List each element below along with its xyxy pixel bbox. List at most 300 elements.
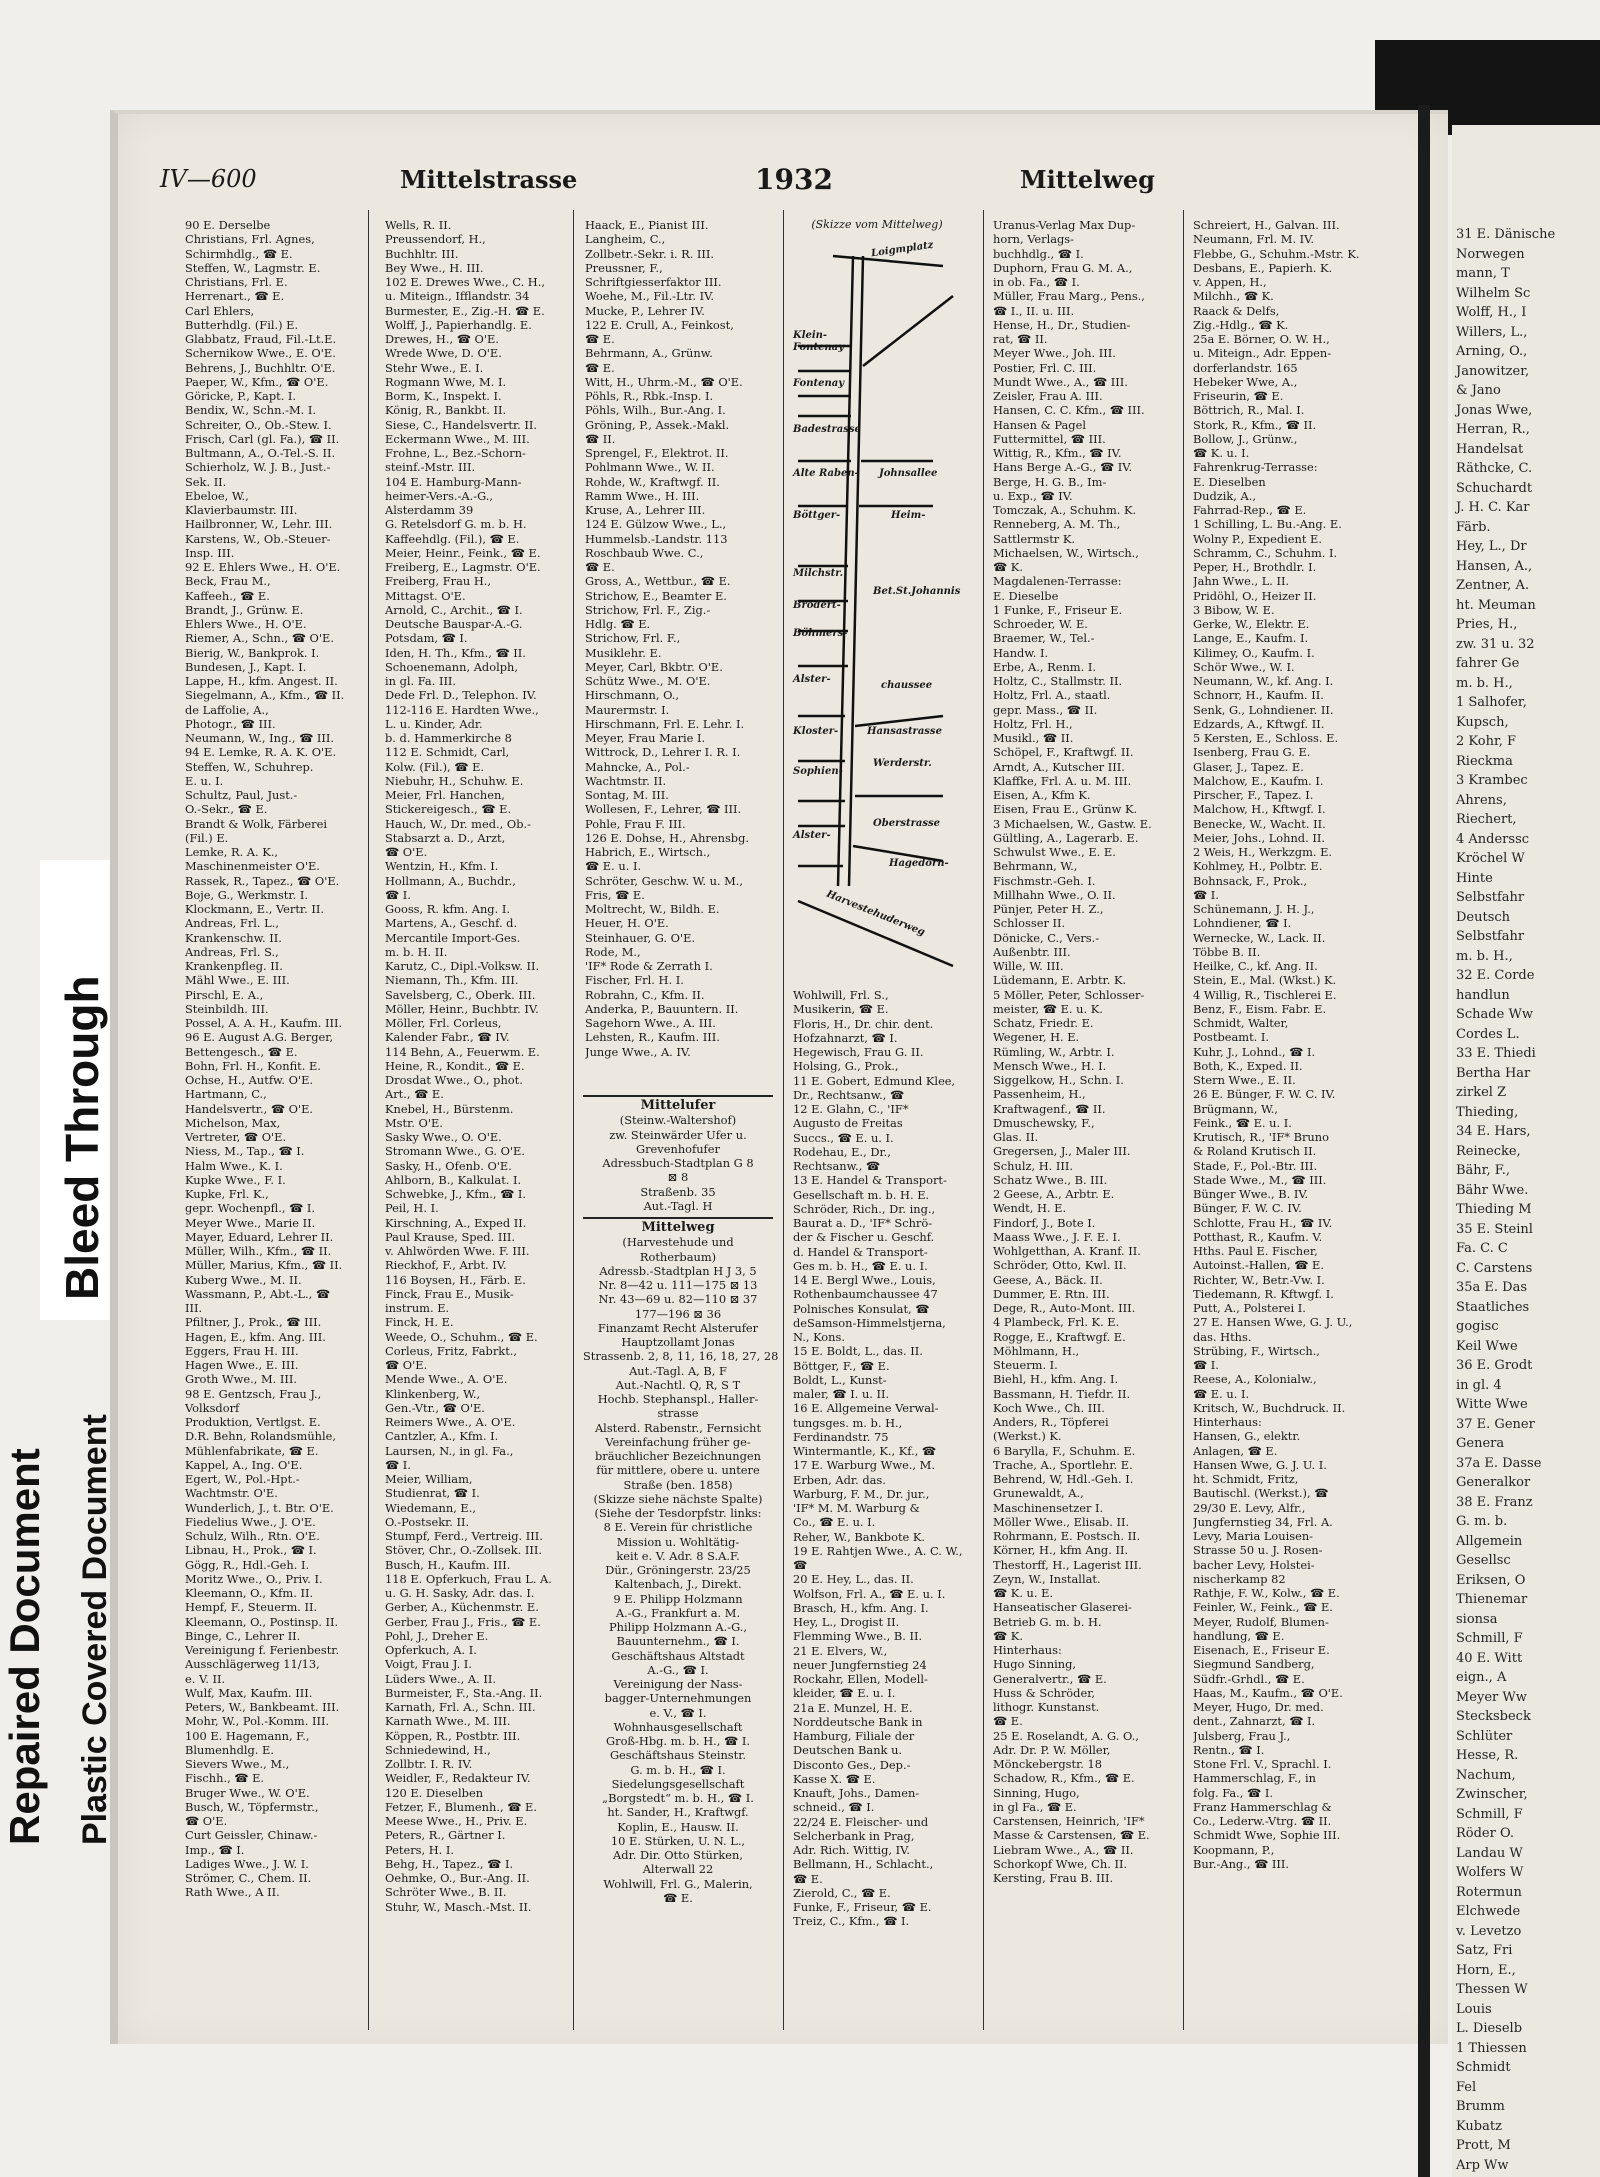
directory-entry-line: Schöpel, F., Kraftwgf. II. — [993, 745, 1134, 760]
adjacent-page-line: eign., A — [1456, 1670, 1507, 1685]
directory-entry-line: ht. Sander, H., Kraftwgf. — [607, 1805, 749, 1820]
directory-entry-line: Körner, H., kfm Ang. II. — [993, 1543, 1129, 1558]
directory-entry-line: Findorf, J., Bote I. — [993, 1215, 1096, 1230]
directory-entry-line: Cantzler, A., Kfm. I. — [385, 1429, 499, 1444]
adjacent-page-line: Jonas Wwe, — [1456, 402, 1533, 418]
directory-entry-line: Meier, Heinr., Feink., ☎ E. — [385, 545, 541, 560]
directory-entry-line: Kuhr, J., Lohnd., ☎ I. — [1193, 1044, 1316, 1059]
directory-entry-line: strasse — [657, 1406, 699, 1421]
directory-entry-line: Flemming Wwe., B. II. — [793, 1629, 923, 1644]
directory-entry-line: Meier, Johs., Lohnd. II. — [1193, 830, 1325, 845]
directory-entry-line: d. Handel & Transport- — [793, 1244, 928, 1259]
adjacent-page-line: Nachum, — [1456, 1767, 1516, 1783]
directory-entry-line: Vereinfachung früher ge- — [605, 1434, 751, 1449]
directory-entry-line: Kaffeehdlg. (Fil.), ☎ E. — [385, 531, 520, 546]
directory-entry-line: Erbe, A., Renm. I. — [993, 659, 1096, 674]
map-label: Fontenay — [793, 378, 845, 389]
directory-entry-line: Niebuhr, H., Schuhw. E. — [385, 773, 524, 788]
adjacent-page-line: Rieckma — [1456, 753, 1513, 769]
directory-entry-line: Zig.-Hdlg., ☎ K. — [1193, 317, 1289, 332]
adjacent-page-line: Kubatz — [1456, 2118, 1502, 2134]
directory-entry-line: v. Ahlwörden Wwe. F. III. — [385, 1244, 530, 1258]
directory-entry-line: Hollmann, A., Buchdr., — [385, 873, 516, 888]
directory-entry-line: Wolny P., Expedient E. — [1193, 531, 1322, 546]
directory-entry-line: m. b. H. II. — [385, 944, 448, 959]
map-label: Hansastrasse — [867, 726, 942, 737]
directory-entry-line: Krankenschw. II. — [185, 930, 282, 945]
directory-entry-line: Sinning, Hugo, — [993, 1785, 1080, 1800]
directory-entry-line: Hartmann, C., — [185, 1087, 267, 1102]
directory-entry-line: Wunderlich, J., t. Btr. O'E. — [185, 1500, 334, 1515]
directory-entry-line: Andreas, Frl. S., — [185, 944, 279, 959]
directory-entry-line: horn, Verlags- — [993, 232, 1075, 247]
directory-entry-line: Adr. Dir. Otto Stürken, — [613, 1848, 743, 1862]
directory-entry-line: Eggers, Frau H. III. — [185, 1343, 299, 1358]
directory-entry-line: Adressbuch-Stadtplan G 8 — [602, 1156, 754, 1170]
directory-entry-line: Hugo Sinning, — [993, 1657, 1077, 1672]
directory-entry-line: Siese, C., Handelsvertr. II. — [385, 417, 538, 432]
directory-entry-line: Strömer, C., Chem. II. — [185, 1871, 312, 1885]
directory-entry-line: Wintermantle, K., Kf., ☎ — [793, 1444, 937, 1458]
directory-entry-line: Zollbtr. I. R. IV. — [385, 1757, 473, 1771]
map-label: Alte Raben- — [793, 468, 859, 479]
directory-entry-line: ☎ E. — [585, 560, 615, 574]
directory-entry-line: Schreiter, O., Ob.-Stew. I. — [185, 417, 332, 432]
adjacent-page-line: Färb. — [1456, 519, 1491, 535]
directory-entry-line: Hansen Wwe, G. J. U. I. — [1193, 1457, 1327, 1472]
directory-entry-line: Bollow, J., Grünw., — [1193, 431, 1298, 446]
directory-entry-line: Schmidt Wwe, Sophie III. — [1193, 1828, 1341, 1843]
directory-entry-line: Eckermann Wwe., M. III. — [385, 431, 530, 446]
directory-entry-line: Behrens, J., Buchhltr. O'E. — [185, 360, 336, 375]
directory-entry-line: Bierig, W., Bankprok. I. — [185, 645, 320, 660]
directory-entry-line: Müller, Frau Marg., Pens., — [993, 289, 1145, 304]
directory-entry-line: Müller, Wilh., Kfm., ☎ II. — [185, 1244, 332, 1258]
directory-entry-line: gepr. Mass., ☎ II. — [993, 702, 1098, 717]
directory-entry-line: Butterhdlg. (Fil.) E. — [185, 317, 299, 332]
directory-entry-line: 1 Funke, F., Friseur E. — [993, 602, 1123, 617]
directory-entry-line: Koopmann, P., — [1193, 1842, 1275, 1857]
adjacent-page-line: 34 E. Hars, — [1456, 1124, 1531, 1139]
directory-entry-line: Aut.-Nachtl. Q, R, S T — [615, 1377, 741, 1392]
adjacent-page-line: m. b. H., — [1456, 948, 1513, 964]
adjacent-page-line: & Jano — [1456, 383, 1501, 398]
adjacent-page-line: 33 E. Thiedi — [1456, 1046, 1536, 1061]
directory-entry-line: Lange, E., Kaufm. I. — [1193, 631, 1309, 646]
directory-entry-line: Corleus, Fritz, Fabrkt., — [385, 1343, 518, 1358]
directory-entry-line: Böttger, F., ☎ E. — [793, 1358, 890, 1373]
directory-entry-line: Buchhltr. III. — [385, 246, 459, 261]
directory-entry-line: Volksdorf — [185, 1400, 240, 1415]
directory-entry-line: Hans Berge A.-G., ☎ IV. — [993, 460, 1133, 475]
directory-entry-line: Robrahn, C., Kfm. II. — [585, 987, 705, 1002]
directory-entry-line: Hegewisch, Frau G. II. — [793, 1045, 924, 1059]
directory-entry-line: Preussner, F., — [585, 260, 663, 275]
adjacent-page-line: 1 Salhofer, — [1456, 695, 1527, 710]
directory-entry-line: Steinhauer, G. O'E. — [585, 930, 696, 945]
directory-entry-line: Musikl., ☎ II. — [993, 731, 1074, 745]
directory-entry-line: Bohn, Frl. H., Konfit. E. — [185, 1058, 321, 1073]
directory-entry-line: Dür., Gröningerstr. 23/25 — [605, 1563, 751, 1577]
directory-entry-line: Fischer, Frl. H. I. — [585, 973, 684, 988]
directory-entry-line: Huss & Schröder, — [993, 1685, 1096, 1700]
directory-entry-line: instrum. E. — [385, 1301, 450, 1315]
directory-entry-line: Rentn., ☎ I. — [1193, 1742, 1265, 1757]
directory-entry-line: Wrede Wwe, D. O'E. — [385, 346, 502, 361]
directory-entry-line: 5 Möller, Peter, Schlosser- — [993, 987, 1145, 1002]
directory-entry-line: Hdlg. ☎ E. — [585, 617, 651, 631]
directory-entry-line: Peters, H. I. — [385, 1842, 455, 1857]
directory-entry-line: Michelson, Max, — [185, 1115, 281, 1130]
directory-entry-line: 9 E. Philipp Holzmann — [613, 1591, 743, 1606]
directory-entry-line: Hauch, W., Dr. med., Ob.- — [385, 816, 531, 831]
directory-entry-line: 112-116 E. Hardten Wwe., — [385, 702, 539, 717]
adjacent-page-line: Riechert, — [1456, 812, 1517, 827]
directory-entry-line: (Skizze siehe nächste Spalte) — [593, 1491, 763, 1506]
directory-entry-line: Holsing, G., Prok., — [793, 1059, 899, 1074]
directory-column-2 — [385, 218, 563, 2028]
directory-entry-line: Tomczak, A., Schuhm. K. — [993, 503, 1137, 517]
directory-entry-line: maler, ☎ I. u. II. — [793, 1387, 890, 1401]
directory-entry-line: Franz Hammerschlag & — [1193, 1799, 1332, 1814]
directory-entry-line: Siedelungsgesellschaft — [611, 1776, 745, 1791]
directory-entry-line: u. Miteign., Adr. Eppen- — [1193, 346, 1332, 361]
directory-entry-line: Masse & Carstensen, ☎ E. — [993, 1828, 1150, 1843]
directory-entry-line: Göricke, P., Kapt. I. — [185, 389, 297, 403]
directory-entry-line: Maass Wwe., J. F. E. I. — [993, 1229, 1121, 1244]
directory-entry-line: A.-G., ☎ I. — [647, 1662, 709, 1677]
directory-entry-line: Karnath, Frl. A., Schn. III. — [385, 1700, 536, 1714]
directory-entry-line: Wohlwill, Frl. S., — [793, 988, 889, 1002]
directory-entry-line: Stromann Wwe., G. O'E. — [385, 1144, 525, 1159]
directory-entry-line: Deutschen Bank u. — [793, 1743, 903, 1758]
directory-entry-line: Stern Wwe., E. II. — [1193, 1073, 1296, 1087]
directory-entry-line: Edzards, A., Kftwgf. II. — [1193, 716, 1325, 731]
directory-entry-line: Fahrenkrug-Terrasse: — [1193, 460, 1318, 475]
directory-entry-line: 177—196 ⊠ 36 — [634, 1306, 722, 1321]
directory-entry-line: Geese, A., Bäck. II. — [993, 1272, 1103, 1287]
directory-entry-line: Knebel, H., Bürstenm. — [385, 1101, 514, 1116]
directory-entry-line: Rath Wwe., A II. — [185, 1885, 280, 1900]
directory-entry-line: Boldt, L., Kunst- — [793, 1372, 887, 1387]
mittelweg-title: Mittelweg — [583, 1217, 773, 1235]
adjacent-page-line: m. b. H., — [1456, 675, 1513, 691]
directory-entry-line: Haas, M., Kaufm., ☎ O'E. — [1193, 1685, 1343, 1700]
directory-entry-line: Müller, Marius, Kfm., ☎ II. — [185, 1258, 343, 1273]
directory-entry-line: Studienrat, ☎ I. — [385, 1486, 480, 1501]
directory-entry-line: Krutisch, R., 'IF* Bruno — [1193, 1130, 1329, 1144]
directory-entry-line: Hirschmann, O., — [585, 688, 680, 703]
adjacent-page-line: Arp Ww — [1456, 2157, 1509, 2173]
directory-entry-line: Flebbe, G., Schuhm.-Mstr. K. — [1193, 246, 1360, 261]
bleed-through-label: Bleed Through — [56, 975, 108, 1300]
directory-entry-line: Behrmann, W., — [993, 859, 1078, 874]
directory-entry-line: schneid., ☎ I. — [793, 1800, 875, 1815]
directory-entry-line: Holtz, C., Stallmstr. II. — [993, 674, 1123, 688]
right-street-heading: Mittelweg — [1020, 165, 1155, 194]
directory-entry-line: Schierholz, W. J. B., Just.- — [185, 460, 331, 475]
directory-entry-line: E. Dieselben — [1193, 474, 1266, 489]
directory-entry-line: Hansen & Pagel — [993, 417, 1086, 432]
directory-entry-line: Ahlborn, B., Kalkulat. I. — [385, 1172, 522, 1187]
directory-entry-line: Boje, G., Werkmstr. I. — [185, 887, 308, 902]
repaired-document-label: Repaired Document — [1, 1448, 48, 1845]
directory-entry-line: Borm, K., Inspekt. I. — [385, 389, 502, 403]
directory-entry-line: Richter, W., Betr.-Vw. I. — [1193, 1272, 1325, 1287]
directory-entry-line: Stöver, Chr., O.-Zollsek. III. — [385, 1543, 543, 1558]
directory-entry-line: Meyer, Frau Marie I. — [585, 731, 706, 745]
directory-entry-line: Dmuschewsky, F., — [993, 1115, 1095, 1130]
directory-entry-line: Schröter, Geschw. W. u. M., — [585, 873, 744, 888]
directory-entry-line: O.-Sekr., ☎ E. — [185, 802, 268, 817]
directory-entry-line: Kirschning, A., Exped II. — [385, 1215, 527, 1230]
adjacent-page-line: 35a E. Das — [1456, 1280, 1528, 1295]
left-street-heading: Mittelstrasse — [400, 165, 578, 194]
directory-entry-line: Photogr., ☎ III. — [185, 716, 276, 731]
directory-entry-line: ☎ K. u. I. — [1193, 446, 1250, 460]
directory-entry-line: Möhlmann, H., — [993, 1343, 1080, 1358]
directory-entry-line: Mensch Wwe., H. I. — [993, 1058, 1107, 1073]
directory-entry-line: Schünemann, J. H. J., — [1193, 902, 1315, 916]
directory-entry-line: Bettengesch., ☎ E. — [185, 1044, 298, 1059]
directory-entry-line: Wiedemann, E., — [385, 1500, 476, 1515]
directory-entry-line: Mähl Wwe., E. III. — [185, 973, 290, 988]
directory-entry-line: (Werkst.) K. — [993, 1429, 1062, 1444]
directory-entry-line: Mönckebergstr. 18 — [993, 1757, 1102, 1771]
directory-entry-line: Pirscher, F., Tapez. I. — [1193, 788, 1314, 802]
adjacent-page-line: gogisc — [1456, 1319, 1499, 1334]
directory-entry-line: 12 E. Glahn, C., 'IF* — [793, 1102, 909, 1116]
directory-entry-line: ☎ E. — [663, 1890, 693, 1905]
directory-entry-line: Gerber, A., Küchenmstr. E. — [385, 1600, 539, 1615]
directory-entry-line: Eisen, A., Kfm K. — [993, 788, 1091, 802]
directory-entry-line: Kritsch, W., Buchdruck. II. — [1193, 1400, 1346, 1415]
directory-entry-line: Außenbtr. III. — [993, 944, 1071, 959]
directory-entry-line: Benecke, W., Wacht. II. — [1193, 816, 1326, 831]
directory-entry-line: Alsterdamm 39 — [385, 503, 474, 517]
directory-entry-line: Glaser, J., Tapez. E. — [1193, 759, 1304, 774]
directory-entry-line: Malchow, E., Kaufm. I. — [1193, 773, 1324, 788]
adjacent-page-line: Thienemar — [1456, 1592, 1528, 1607]
directory-entry-line: Drewes, H., ☎ O'E. — [385, 332, 499, 346]
directory-entry-line: Julsberg, Frau J., — [1193, 1728, 1291, 1743]
directory-entry-line: Stein, E., Mal. (Wkst.) K. — [1193, 973, 1337, 988]
directory-entry-line: Hinterhaus: — [1193, 1415, 1262, 1429]
map-street — [855, 716, 943, 726]
adjacent-page-line: Hesse, R. — [1456, 1748, 1519, 1763]
directory-entry-line: Potsdam, ☎ I. — [385, 631, 468, 646]
directory-entry-line: 120 E. Dieselben — [385, 1785, 484, 1800]
adjacent-page-line: in gl. 4 — [1456, 1377, 1502, 1393]
adjacent-page-line: Thessen W — [1456, 1982, 1528, 1997]
map-label: Badestrasse — [793, 424, 861, 435]
directory-entry-line: Rechtsanw., ☎ — [793, 1159, 881, 1173]
directory-entry-line: Kleemann, O., Postinsp. II. — [185, 1614, 339, 1629]
directory-entry-line: Schlotte, Frau H., ☎ IV. — [1193, 1215, 1333, 1230]
map-label: Harvestehuderweg — [824, 888, 927, 939]
directory-entry-line: ☎ O'E. — [385, 1358, 428, 1372]
directory-entry-line: 5 Kersten, E., Schloss. E. — [1193, 731, 1339, 745]
directory-entry-line: Schadow, R., Kfm., ☎ E. — [993, 1771, 1135, 1786]
directory-entry-line: 3 Bibow, W. E. — [1193, 602, 1275, 617]
directory-entry-line: Fris, ☎ E. — [585, 887, 645, 902]
directory-entry-line: Both, K., Exped. II. — [1193, 1058, 1303, 1073]
directory-entry-line: Hebeker Wwe, A., — [1193, 374, 1298, 389]
directory-entry-line: ☎ — [793, 1558, 808, 1572]
directory-entry-line: Kalender Fabr., ☎ IV. — [385, 1030, 510, 1045]
directory-entry-line: 26 E. Bünger, F. W. C. IV. — [1193, 1087, 1336, 1102]
directory-entry-line: Schlosser II. — [993, 916, 1066, 931]
directory-entry-line: Reher, W., Bankbote K. — [793, 1529, 926, 1544]
directory-entry-line: Wachtmstr. O'E. — [185, 1486, 278, 1501]
directory-entry-line: Jungfernstieg 34, Frl. A. — [1193, 1514, 1333, 1529]
directory-entry-line: Strassenb. 2, 8, 11, 16, 18, 27, 28 — [583, 1349, 779, 1364]
directory-entry-line: Möller Wwe., Elisab. II. — [993, 1514, 1130, 1529]
directory-entry-line: Berge, H. G. B., Im- — [993, 474, 1107, 489]
directory-entry-line: Rothenbaumchaussee 47 — [793, 1287, 938, 1302]
directory-entry-line: ☎ E. u. I. — [585, 859, 642, 874]
directory-entry-line: Kupke, Frl. K., — [185, 1187, 269, 1201]
directory-entry-line: Uranus-Verlag Max Dup- — [993, 218, 1136, 232]
directory-entry-line: Neumann, W., kf. Ang. I. — [1193, 674, 1334, 688]
directory-entry-line: Klavierbaumstr. III. — [185, 503, 298, 517]
directory-entry-line: Finck, Frau E., Musik- — [385, 1286, 514, 1301]
adjacent-page-line: Allgemein — [1456, 1533, 1523, 1549]
directory-entry-line: in gl. Fa. III. — [385, 674, 457, 688]
directory-entry-line: ☎ E. — [993, 1714, 1023, 1729]
directory-entry-line: Brandt & Wolk, Färberei — [185, 816, 327, 831]
adjacent-page-line: handlun — [1456, 987, 1510, 1003]
adjacent-page-line: Prott, M — [1456, 2138, 1511, 2153]
directory-entry-line: deSamson-Himmelstjerna, — [793, 1315, 946, 1330]
directory-entry-line: Adr. Dr. P. W. Möller, — [993, 1742, 1111, 1757]
directory-entry-line: 21a E. Munzel, H. E. — [793, 1700, 913, 1715]
directory-entry-line: Mahncke, A., Pol.- — [585, 759, 690, 774]
adjacent-page-line: Herran, R., — [1456, 422, 1530, 437]
directory-entry-line: ☎ O'E. — [185, 1814, 228, 1828]
directory-entry-line: 96 E. August A.G. Berger, — [185, 1030, 334, 1045]
adjacent-page-line: 35 E. Steinl — [1456, 1221, 1533, 1237]
directory-entry-line: Grevenhofufer — [636, 1141, 720, 1156]
map-label: Bet.St.Johannis — [873, 586, 961, 597]
directory-entry-line: Strübing, F., Wirtsch., — [1193, 1343, 1320, 1358]
directory-entry-line: & Roland Krutisch II. — [1193, 1144, 1317, 1159]
directory-entry-line: Mstr. O'E. — [385, 1115, 443, 1130]
directory-entry-line: Egert, W., Pol.-Hpt.- — [185, 1472, 300, 1486]
directory-entry-line: 13 E. Handel & Transport- — [793, 1173, 947, 1188]
directory-entry-line: Steinbildh. III. — [185, 1001, 269, 1016]
directory-entry-line: Sievers Wwe., M., — [185, 1757, 290, 1771]
directory-entry-line: Schniedewind, H., — [385, 1742, 491, 1757]
directory-entry-line: Möller, Heinr., Buchbtr. IV. — [385, 1001, 539, 1016]
directory-entry-line: Voigt, Frau J. I. — [385, 1657, 472, 1672]
directory-entry-line: Möller, Frl. Corleus, — [385, 1016, 502, 1030]
directory-entry-line: Warburg, F. M., Dr. jur., — [793, 1486, 930, 1501]
directory-entry-line: ☎ I. — [1193, 887, 1219, 902]
adjacent-page-line: Brumm — [1456, 2099, 1505, 2114]
adjacent-page-line: L. Dieselb — [1456, 2021, 1523, 2036]
directory-entry-line: Andreas, Frl. L., — [185, 916, 279, 931]
directory-entry-line: gepr. Wochenpfl., ☎ I. — [185, 1201, 316, 1216]
directory-entry-line: Aut.-Tagl. A, B, F — [629, 1363, 727, 1378]
directory-entry-line: Kersting, Frau B. III. — [993, 1871, 1114, 1885]
directory-entry-line: Schramm, C., Schuhm. I. — [1193, 545, 1338, 560]
directory-entry-line: (Fil.) E. — [185, 830, 229, 845]
directory-entry-line: Brandt, J., Grünw. E. — [185, 602, 304, 617]
adjacent-page-line: Schlüter — [1456, 1728, 1513, 1744]
directory-entry-line: Többe B. II. — [1193, 944, 1261, 959]
directory-column-6 — [1193, 218, 1393, 2028]
directory-entry-line: 25 E. Roselandt, A. G. O., — [993, 1728, 1139, 1743]
map-label: Sophien- — [793, 766, 843, 777]
directory-entry-line: Ges m. b. H., ☎ E. u. I. — [793, 1258, 928, 1273]
directory-entry-line: Pohlmann Wwe., W. II. — [585, 460, 715, 475]
directory-entry-line: O.-Postsekr. II. — [385, 1514, 470, 1529]
directory-entry-line: Eisen, Frau E., Grünw K. — [993, 802, 1138, 817]
directory-entry-line: Mucke, P., Lehrer IV. — [585, 303, 705, 318]
directory-entry-line: Levy, Maria Louisen- — [1193, 1529, 1314, 1543]
directory-entry-line: Stork, R., Kfm., ☎ II. — [1193, 417, 1317, 432]
directory-entry-line: G. m. b. H., ☎ I. — [630, 1762, 726, 1777]
map-label: Alster- — [793, 830, 831, 841]
directory-entry-line: Co., ☎ E. u. I. — [793, 1515, 876, 1530]
directory-entry-line: Kruse, A., Lehrer III. — [585, 503, 706, 517]
directory-entry-line: Schultz, Paul, Just.- — [185, 788, 298, 802]
directory-entry-line: Moritz Wwe., O., Priv. I. — [185, 1571, 323, 1586]
directory-entry-line: 98 E. Gentzsch, Frau J., — [185, 1386, 322, 1401]
directory-entry-line: Philipp Holzmann A.-G., — [608, 1620, 748, 1634]
adjacent-page-line: 2 Kohr, F — [1456, 734, 1517, 749]
directory-entry-line: Straße (ben. 1858) — [623, 1477, 733, 1492]
directory-entry-line: Gen.-Vtr., ☎ O'E. — [385, 1400, 485, 1415]
directory-entry-line: Lüders Wwe., A. II. — [385, 1671, 496, 1686]
adjacent-page-line: Schuchardt — [1456, 480, 1533, 496]
directory-entry-line: Klockmann, E., Vertr. II. — [185, 902, 324, 916]
directory-entry-line: Schör Wwe., W. I. — [1193, 659, 1295, 674]
directory-entry-line: Anlagen, ☎ E. — [1193, 1443, 1278, 1458]
directory-entry-line: 25a E. Börner, O. W. H., — [1193, 332, 1330, 346]
directory-entry-line: 92 E. Ehlers Wwe., H. O'E. — [185, 560, 341, 574]
directory-entry-line: Hammerschlag, F., in — [1193, 1771, 1317, 1786]
directory-entry-line: Schoenemann, Adolph, — [385, 659, 518, 674]
directory-entry-line: Rockahr, Ellen, Modell- — [793, 1672, 928, 1686]
directory-entry-line: Kaltenbach, J., Direkt. — [614, 1577, 742, 1592]
directory-entry-line: 4 Plambeck, Frl. K. E. — [993, 1315, 1120, 1330]
directory-entry-line: Bünger Wwe., B. IV. — [1193, 1187, 1309, 1201]
directory-entry-line: Wittrock, D., Lehrer I. R. I. — [585, 745, 741, 760]
mittelufer-title: Mittelufer — [583, 1095, 773, 1113]
directory-entry-line: Mayer, Eduard, Lehrer II. — [185, 1229, 334, 1244]
directory-entry-line: Steuerm. I. — [993, 1358, 1058, 1372]
directory-entry-line: Schorkopf Wwe, Ch. II. — [993, 1856, 1128, 1871]
directory-entry-line: Burmester, E., Zig.-H. ☎ E. — [385, 303, 545, 318]
directory-entry-line: Sagehorn Wwe., A. III. — [585, 1016, 716, 1030]
directory-entry-line: Rohde, W., Kraftwgf. II. — [585, 474, 720, 489]
directory-entry-line: Anders, R., Töpferei — [993, 1415, 1109, 1429]
directory-entry-line: Floris, H., Dr. chir. dent. — [793, 1016, 934, 1031]
adjacent-page-line: 38 E. Franz — [1456, 1494, 1533, 1510]
adjacent-page-fragment — [1452, 125, 1600, 2177]
directory-entry-line: Rathje, F. W., Kolw., ☎ E. — [1193, 1586, 1340, 1600]
directory-entry-line: Anderka, P., Bauuntern. II. — [585, 1001, 739, 1016]
directory-entry-line: Holtz, Frl. H., — [993, 716, 1073, 731]
directory-entry-line: Meyer Wwe., Joh. III. — [993, 346, 1116, 361]
directory-entry-line: Bundesen, J., Kapt. I. — [185, 659, 307, 674]
directory-entry-line: Herrenart., ☎ E. — [185, 289, 285, 304]
directory-entry-line: Drosdat Wwe., O., phot. — [385, 1073, 523, 1087]
directory-entry-line: 19 E. Rahtjen Wwe., A. C. W., — [793, 1543, 963, 1558]
directory-entry-line: Wolfson, Frl. A., ☎ E. u. I. — [793, 1586, 946, 1601]
